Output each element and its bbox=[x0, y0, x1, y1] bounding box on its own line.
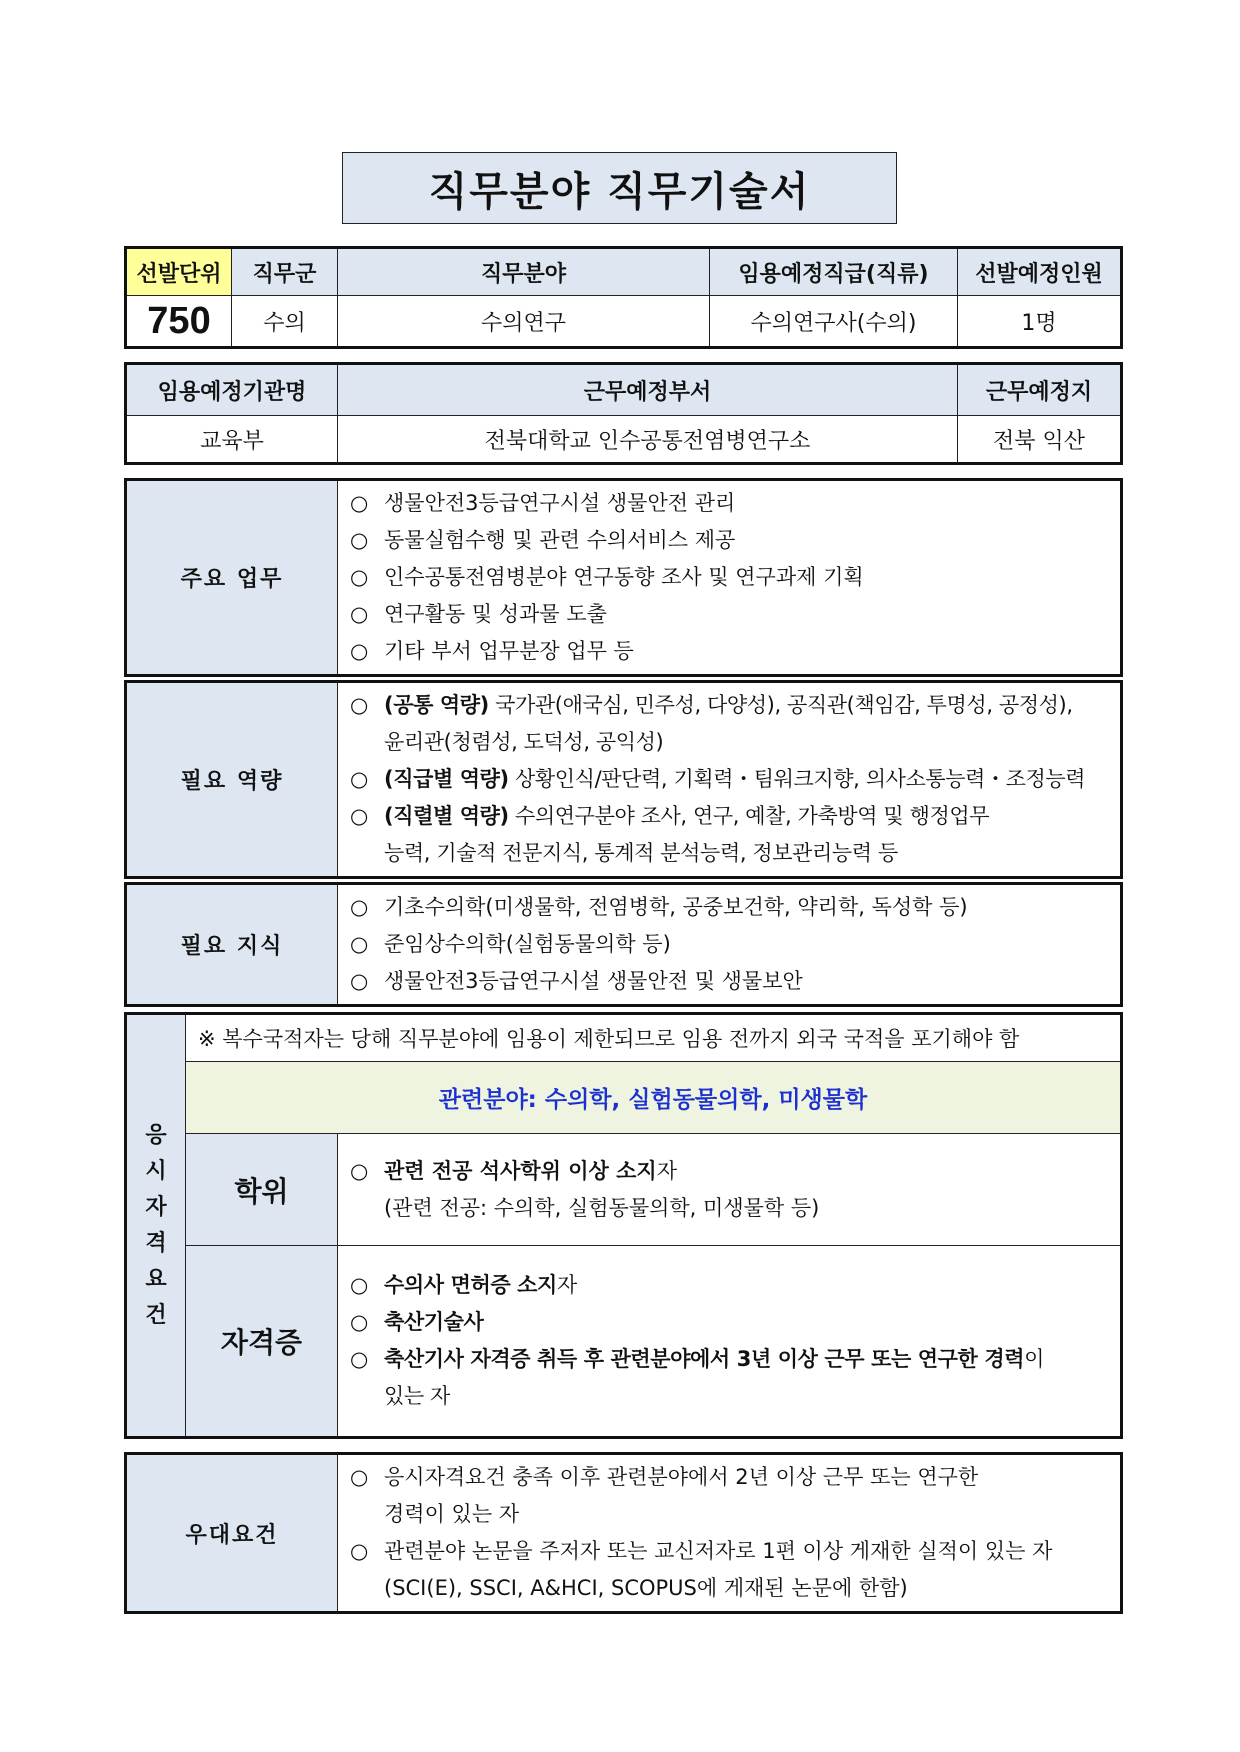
list-item: ○ 생물안전3등급연구시설 생물안전 및 생물보안 bbox=[350, 963, 1110, 1000]
circle-bullet-icon: ○ bbox=[350, 639, 369, 663]
list-item: ○ 기타 부서 업무분장 업무 등 bbox=[350, 633, 1110, 670]
main-duties-label: 주요 업무 bbox=[126, 480, 338, 676]
competencies-label: 필요 역량 bbox=[126, 682, 338, 878]
list-item: ○ 응시자격요건 충족 이후 관련분야에서 2년 이상 근무 또는 연구한 bbox=[350, 1459, 1110, 1496]
circle-bullet-icon: ○ bbox=[350, 565, 369, 589]
list-item: ○ (공통 역량) 국가관(애국심, 민주성, 다양성), 공직관(책임감, 투명성, 공정성), bbox=[350, 687, 1110, 724]
location-value: 전북 익산 bbox=[958, 416, 1122, 464]
degree-label: 학위 bbox=[186, 1134, 338, 1246]
list-item: ○ 관련분야 논문을 주저자 또는 교신저자로 1편 이상 게재한 실적이 있는 자 bbox=[350, 1533, 1110, 1570]
document-title: 직무분야 직무기술서 bbox=[342, 152, 897, 224]
preference-label: 우대요건 bbox=[126, 1454, 338, 1613]
list-item-continuation: 있는 자 bbox=[384, 1384, 450, 1408]
circle-bullet-icon: ○ bbox=[350, 969, 369, 993]
list-item: ○ 인수공통전염병분야 연구동향 조사 및 연구과제 기획 bbox=[350, 559, 1110, 596]
list-item: ○ 축산기사 자격증 취득 후 관련분야에서 3년 이상 근무 또는 연구한 경력 이 bbox=[350, 1341, 1110, 1378]
list-item: ○ 준임상수의학(실험동물의학 등) bbox=[350, 926, 1110, 963]
job-group-value: 수의 bbox=[232, 296, 338, 348]
preference-list bbox=[338, 1454, 1122, 1613]
circle-bullet-icon: ○ bbox=[350, 602, 369, 626]
circle-bullet-icon: ○ bbox=[350, 1539, 369, 1563]
header-rank: 임용예정직급(직류) bbox=[710, 248, 958, 296]
header-job-field: 직무분야 bbox=[338, 248, 710, 296]
header-agency: 임용예정기관명 bbox=[126, 364, 338, 416]
header-headcount: 선발예정인원 bbox=[958, 248, 1122, 296]
list-item: ○ 연구활동 및 성과물 도출 bbox=[350, 596, 1110, 633]
department-value: 전북대학교 인수공통전염병연구소 bbox=[338, 416, 958, 464]
circle-bullet-icon: ○ bbox=[350, 528, 369, 552]
header-location: 근무예정지 bbox=[958, 364, 1122, 416]
license-label: 자격증 bbox=[186, 1246, 338, 1438]
license-requirements bbox=[338, 1246, 1122, 1438]
header-department: 근무예정부서 bbox=[338, 364, 958, 416]
list-item-continuation: 능력, 기술적 전문지식, 통계적 분석능력, 정보관리능력 등 bbox=[384, 841, 898, 865]
list-item: ○ (직렬별 역량) 수의연구분야 조사, 연구, 예찰, 가축방역 및 행정업무 bbox=[350, 798, 1110, 835]
circle-bullet-icon: ○ bbox=[350, 767, 368, 791]
competencies-list bbox=[338, 682, 1122, 878]
circle-bullet-icon: ○ bbox=[350, 491, 369, 515]
knowledge-table bbox=[124, 882, 1123, 1007]
knowledge-list bbox=[338, 884, 1122, 1006]
circle-bullet-icon: ○ bbox=[350, 693, 368, 717]
circle-bullet-icon: ○ bbox=[350, 1310, 368, 1334]
rank-value: 수의연구사(수의) bbox=[710, 296, 958, 348]
list-item: ○ 관련 전공 석사학위 이상 소지 자 bbox=[350, 1153, 1110, 1190]
related-fields: 관련분야: 수의학, 실험동물의학, 미생물학 bbox=[186, 1062, 1122, 1134]
job-field-value: 수의연구 bbox=[338, 296, 710, 348]
degree-requirement bbox=[338, 1134, 1122, 1246]
list-item: ○ 기초수의학(미생물학, 전염병학, 공중보건학, 약리학, 독성학 등) bbox=[350, 889, 1110, 926]
circle-bullet-icon: ○ bbox=[350, 895, 369, 919]
knowledge-label: 필요 지식 bbox=[126, 884, 338, 1006]
circle-bullet-icon: ○ bbox=[350, 932, 369, 956]
qualifications-label: 응 시 자 격 요 건 bbox=[126, 1014, 186, 1438]
agency-value: 교육부 bbox=[126, 416, 338, 464]
circle-bullet-icon: ○ bbox=[350, 1347, 368, 1371]
competencies-table bbox=[124, 680, 1123, 879]
circle-bullet-icon: ○ bbox=[350, 1158, 369, 1183]
header-job-group: 직무군 bbox=[232, 248, 338, 296]
organization-table bbox=[124, 362, 1123, 465]
list-item: ○ 수의사 면허증 소지 자 bbox=[350, 1267, 1110, 1304]
list-item-continuation: (SCI(E), SSCI, A&HCI, SCOPUS에 게재된 논문에 한함) bbox=[384, 1576, 908, 1600]
position-table bbox=[124, 246, 1123, 349]
qualifications-table bbox=[124, 1012, 1123, 1439]
circle-bullet-icon: ○ bbox=[350, 1273, 368, 1297]
dual-nationality-note: ※ 복수국적자는 당해 직무분야에 임용이 제한되므로 임용 전까지 외국 국적을 포기해야 함 bbox=[186, 1014, 1122, 1062]
headcount-value: 1명 bbox=[958, 296, 1122, 348]
header-selection-unit: 선발단위 bbox=[126, 248, 232, 296]
list-item: ○ 축산기술사 bbox=[350, 1304, 1110, 1341]
circle-bullet-icon: ○ bbox=[350, 1465, 369, 1489]
list-item: ○ 동물실험수행 및 관련 수의서비스 제공 bbox=[350, 522, 1110, 559]
circle-bullet-icon: ○ bbox=[350, 804, 368, 828]
main-duties-list bbox=[338, 480, 1122, 676]
preference-table bbox=[124, 1452, 1123, 1614]
list-item: ○ 생물안전3등급연구시설 생물안전 관리 bbox=[350, 485, 1110, 522]
list-item-continuation: 경력이 있는 자 bbox=[384, 1502, 520, 1526]
selection-unit-number: 750 bbox=[126, 296, 232, 348]
list-item-continuation: 윤리관(청렴성, 도덕성, 공익성) bbox=[384, 730, 664, 754]
degree-major-note: (관련 전공: 수의학, 실험동물의학, 미생물학 등) bbox=[384, 1195, 820, 1220]
list-item: ○ (직급별 역량) 상황인식/판단력, 기획력・팀워크지향, 의사소통능력・조정능력 bbox=[350, 761, 1110, 798]
main-duties-table bbox=[124, 478, 1123, 677]
